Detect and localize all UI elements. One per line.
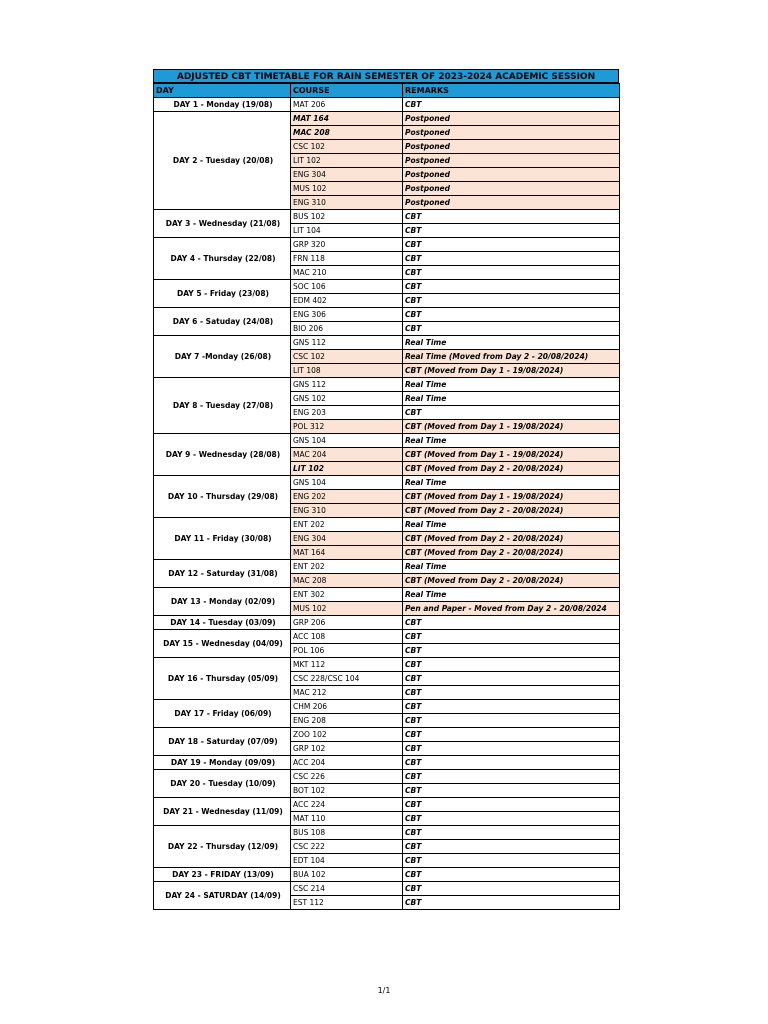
table-row xyxy=(154,868,620,882)
remark-cell: Real Time xyxy=(403,336,620,350)
table-row xyxy=(154,434,620,448)
course-cell: BUS 102 xyxy=(291,210,403,224)
day-cell: DAY 13 - Monday (02/09) xyxy=(154,588,291,616)
day-cell: DAY 9 - Wednesday (28/08) xyxy=(154,434,291,476)
day-cell: DAY 1 - Monday (19/08) xyxy=(154,98,291,112)
course-cell: ENG 304 xyxy=(291,532,403,546)
day-cell: DAY 3 - Wednesday (21/08) xyxy=(154,210,291,238)
remark-cell: CBT xyxy=(403,98,620,112)
remark-cell: CBT xyxy=(403,210,620,224)
remark-cell: CBT xyxy=(403,812,620,826)
course-cell: CSC 214 xyxy=(291,882,403,896)
course-cell: GRP 320 xyxy=(291,238,403,252)
table-row xyxy=(154,378,620,392)
day-cell: DAY 15 - Wednesday (04/09) xyxy=(154,630,291,658)
table-row xyxy=(154,770,620,784)
column-header-remarks: REMARKS xyxy=(403,84,620,98)
course-cell: CSC 228/CSC 104 xyxy=(291,672,403,686)
table-row xyxy=(154,112,620,126)
table-row xyxy=(154,280,620,294)
table-row xyxy=(154,728,620,742)
remark-cell: CBT (Moved from Day 1 - 19/08/2024) xyxy=(403,364,620,378)
remark-cell: CBT xyxy=(403,756,620,770)
course-cell: MKT 112 xyxy=(291,658,403,672)
remark-cell: CBT xyxy=(403,770,620,784)
remark-cell: CBT xyxy=(403,854,620,868)
course-cell: ENT 302 xyxy=(291,588,403,602)
remark-cell: Real Time xyxy=(403,588,620,602)
course-cell: CHM 206 xyxy=(291,700,403,714)
course-cell: LIT 102 xyxy=(291,462,403,476)
remark-cell: CBT xyxy=(403,840,620,854)
timetable-sheet xyxy=(153,69,619,910)
remark-cell: CBT (Moved from Day 1 - 19/08/2024) xyxy=(403,448,620,462)
course-cell: GRP 102 xyxy=(291,742,403,756)
table-row xyxy=(154,882,620,896)
table-header-row xyxy=(154,84,620,98)
remark-cell: CBT xyxy=(403,280,620,294)
table-row xyxy=(154,588,620,602)
course-cell: MAC 204 xyxy=(291,448,403,462)
day-cell: DAY 21 - Wednesday (11/09) xyxy=(154,798,291,826)
remark-cell: CBT (Moved from Day 1 - 19/08/2024) xyxy=(403,490,620,504)
page-number: 1/1 xyxy=(377,986,391,995)
table-row xyxy=(154,98,620,112)
remark-cell: CBT xyxy=(403,252,620,266)
course-cell: CSC 222 xyxy=(291,840,403,854)
course-cell: ACC 204 xyxy=(291,756,403,770)
course-cell: GNS 104 xyxy=(291,476,403,490)
course-cell: POL 312 xyxy=(291,420,403,434)
course-cell: POL 106 xyxy=(291,644,403,658)
remark-cell: CBT (Moved from Day 2 - 20/08/2024) xyxy=(403,462,620,476)
remark-cell: Pen and Paper - Moved from Day 2 - 20/08/2024 xyxy=(403,602,620,616)
page-title: ADJUSTED CBT TIMETABLE FOR RAIN SEMESTER OF 2023-2024 ACADEMIC SESSION xyxy=(153,69,619,83)
table-row xyxy=(154,210,620,224)
remark-cell: CBT (Moved from Day 2 - 20/08/2024) xyxy=(403,546,620,560)
remark-cell: CBT xyxy=(403,868,620,882)
course-cell: CSC 102 xyxy=(291,140,403,154)
course-cell: CSC 102 xyxy=(291,350,403,364)
day-cell: DAY 8 - Tuesday (27/08) xyxy=(154,378,291,434)
course-cell: ENT 202 xyxy=(291,518,403,532)
day-cell: DAY 22 - Thursday (12/09) xyxy=(154,826,291,868)
remark-cell: CBT xyxy=(403,644,620,658)
remark-cell: Postponed xyxy=(403,182,620,196)
table-row xyxy=(154,308,620,322)
course-cell: LIT 102 xyxy=(291,154,403,168)
remark-cell: CBT xyxy=(403,294,620,308)
remark-cell: CBT xyxy=(403,238,620,252)
course-cell: BIO 206 xyxy=(291,322,403,336)
course-cell: FRN 118 xyxy=(291,252,403,266)
course-cell: ACC 108 xyxy=(291,630,403,644)
table-row xyxy=(154,560,620,574)
column-header-day: DAY xyxy=(154,84,291,98)
day-cell: DAY 17 - Friday (06/09) xyxy=(154,700,291,728)
course-cell: BUS 108 xyxy=(291,826,403,840)
day-cell: DAY 4 - Thursday (22/08) xyxy=(154,238,291,280)
remark-cell: CBT xyxy=(403,658,620,672)
course-cell: EDM 402 xyxy=(291,294,403,308)
table-row xyxy=(154,756,620,770)
course-cell: CSC 226 xyxy=(291,770,403,784)
remark-cell: Real Time xyxy=(403,378,620,392)
column-header-course: COURSE xyxy=(291,84,403,98)
remark-cell: Real Time xyxy=(403,560,620,574)
remark-cell: CBT (Moved from Day 2 - 20/08/2024) xyxy=(403,532,620,546)
remark-cell: Real Time (Moved from Day 2 - 20/08/2024) xyxy=(403,350,620,364)
remark-cell: CBT xyxy=(403,308,620,322)
course-cell: GNS 102 xyxy=(291,392,403,406)
day-cell: DAY 19 - Monday (09/09) xyxy=(154,756,291,770)
remark-cell: CBT xyxy=(403,742,620,756)
course-cell: MAT 110 xyxy=(291,812,403,826)
course-cell: ENG 208 xyxy=(291,714,403,728)
day-cell: DAY 5 - Friday (23/08) xyxy=(154,280,291,308)
course-cell: MAC 210 xyxy=(291,266,403,280)
remark-cell: CBT (Moved from Day 1 - 19/08/2024) xyxy=(403,420,620,434)
course-cell: GNS 112 xyxy=(291,336,403,350)
table-row xyxy=(154,336,620,350)
course-cell: MAC 212 xyxy=(291,686,403,700)
day-cell: DAY 23 - FRIDAY (13/09) xyxy=(154,868,291,882)
remark-cell: CBT xyxy=(403,686,620,700)
course-cell: ENG 203 xyxy=(291,406,403,420)
remark-cell: CBT xyxy=(403,266,620,280)
table-row xyxy=(154,700,620,714)
day-cell: DAY 20 - Tuesday (10/09) xyxy=(154,770,291,798)
course-cell: LIT 108 xyxy=(291,364,403,378)
remark-cell: Postponed xyxy=(403,168,620,182)
remark-cell: CBT (Moved from Day 2 - 20/08/2024) xyxy=(403,574,620,588)
course-cell: MAT 206 xyxy=(291,98,403,112)
course-cell: GNS 104 xyxy=(291,434,403,448)
remark-cell: Postponed xyxy=(403,140,620,154)
remark-cell: CBT xyxy=(403,882,620,896)
remark-cell: Real Time xyxy=(403,392,620,406)
day-cell: DAY 14 - Tuesday (03/09) xyxy=(154,616,291,630)
table-row xyxy=(154,238,620,252)
table-row xyxy=(154,826,620,840)
course-cell: MAC 208 xyxy=(291,126,403,140)
table-row xyxy=(154,518,620,532)
remark-cell: CBT xyxy=(403,700,620,714)
remark-cell: CBT xyxy=(403,826,620,840)
remark-cell: CBT xyxy=(403,714,620,728)
course-cell: ENG 306 xyxy=(291,308,403,322)
remark-cell: CBT xyxy=(403,728,620,742)
course-cell: BOT 102 xyxy=(291,784,403,798)
remark-cell: Real Time xyxy=(403,476,620,490)
course-cell: GRP 206 xyxy=(291,616,403,630)
day-cell: DAY 7 -Monday (26/08) xyxy=(154,336,291,378)
remark-cell: CBT xyxy=(403,224,620,238)
remark-cell: CBT xyxy=(403,896,620,910)
remark-cell: Real Time xyxy=(403,434,620,448)
day-cell: DAY 16 - Thursday (05/09) xyxy=(154,658,291,700)
course-cell: LIT 104 xyxy=(291,224,403,238)
remark-cell: Postponed xyxy=(403,154,620,168)
course-cell: ENG 202 xyxy=(291,490,403,504)
course-cell: ENG 310 xyxy=(291,196,403,210)
course-cell: SOC 106 xyxy=(291,280,403,294)
course-cell: MAT 164 xyxy=(291,546,403,560)
course-cell: BUA 102 xyxy=(291,868,403,882)
remark-cell: CBT (Moved from Day 2 - 20/08/2024) xyxy=(403,504,620,518)
remark-cell: Postponed xyxy=(403,112,620,126)
course-cell: MAC 208 xyxy=(291,574,403,588)
table-row xyxy=(154,476,620,490)
day-cell: DAY 2 - Tuesday (20/08) xyxy=(154,112,291,210)
day-cell: DAY 10 - Thursday (29/08) xyxy=(154,476,291,518)
course-cell: ENG 310 xyxy=(291,504,403,518)
course-cell: MUS 102 xyxy=(291,602,403,616)
course-cell: EDT 104 xyxy=(291,854,403,868)
day-cell: DAY 6 - Satuday (24/08) xyxy=(154,308,291,336)
remark-cell: CBT xyxy=(403,616,620,630)
day-cell: DAY 11 - Friday (30/08) xyxy=(154,518,291,560)
remark-cell: CBT xyxy=(403,672,620,686)
course-cell: ENT 202 xyxy=(291,560,403,574)
day-cell: DAY 12 - Saturday (31/08) xyxy=(154,560,291,588)
course-cell: MUS 102 xyxy=(291,182,403,196)
course-cell: ZOO 102 xyxy=(291,728,403,742)
course-cell: GNS 112 xyxy=(291,378,403,392)
remark-cell: Postponed xyxy=(403,196,620,210)
table-row xyxy=(154,658,620,672)
day-cell: DAY 18 - Saturday (07/09) xyxy=(154,728,291,756)
table-row xyxy=(154,798,620,812)
remark-cell: CBT xyxy=(403,784,620,798)
day-cell: DAY 24 - SATURDAY (14/09) xyxy=(154,882,291,910)
remark-cell: CBT xyxy=(403,630,620,644)
course-cell: MAT 164 xyxy=(291,112,403,126)
remark-cell: Real Time xyxy=(403,518,620,532)
course-cell: ACC 224 xyxy=(291,798,403,812)
table-row xyxy=(154,630,620,644)
course-cell: ENG 304 xyxy=(291,168,403,182)
remark-cell: CBT xyxy=(403,322,620,336)
remark-cell: CBT xyxy=(403,798,620,812)
table-row xyxy=(154,616,620,630)
timetable xyxy=(153,83,620,910)
remark-cell: Postponed xyxy=(403,126,620,140)
remark-cell: CBT xyxy=(403,406,620,420)
course-cell: EST 112 xyxy=(291,896,403,910)
